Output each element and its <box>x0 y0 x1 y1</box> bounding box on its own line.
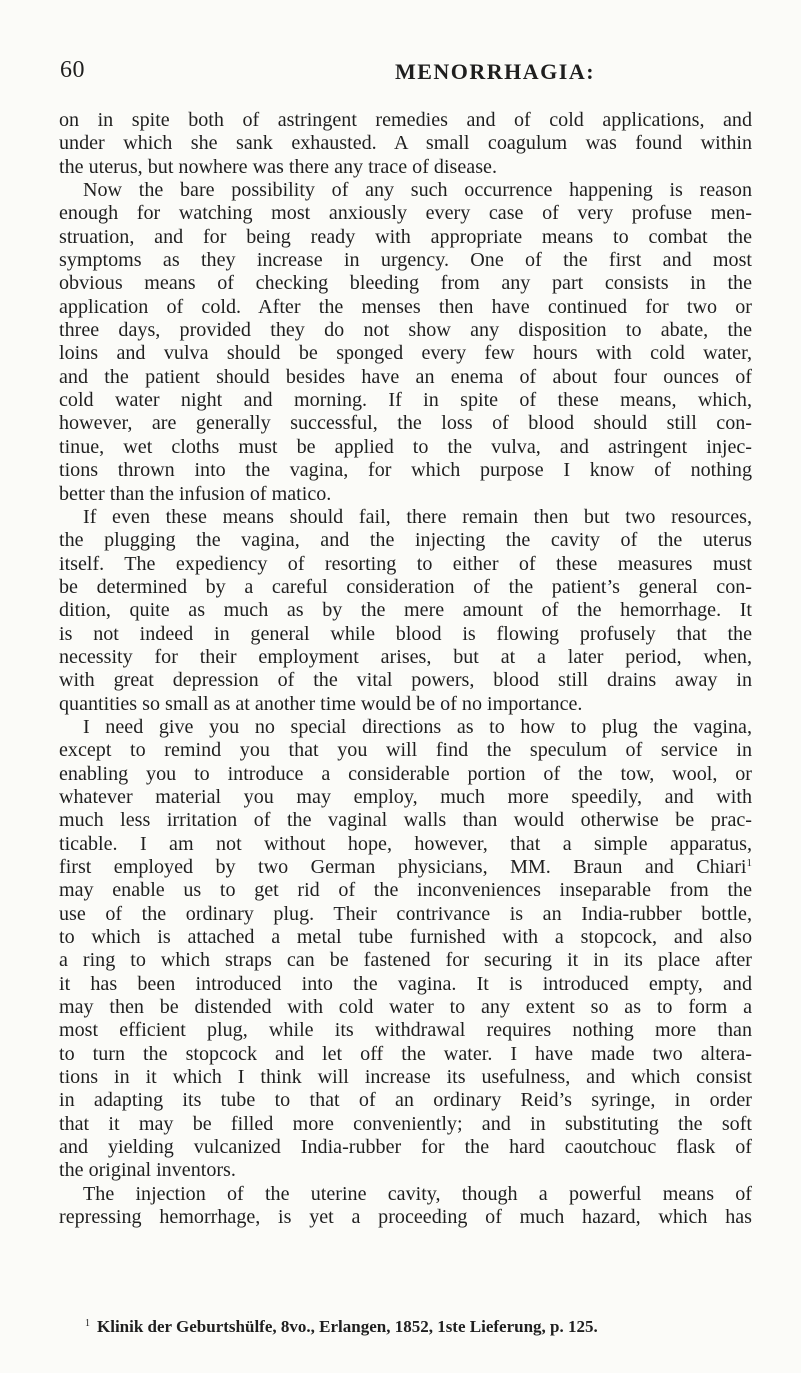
text-line: to turn the stopcock and let off the water. I have made two altera- <box>59 1042 752 1065</box>
text-line: three days, provided they do not show any disposition to abate, the <box>59 319 752 342</box>
text-line: under which she sank exhausted. A small coagulum was found within <box>59 132 752 155</box>
text-line: itself. The expediency of resorting to either of these measures must <box>59 552 752 575</box>
footnote-mark: 1 <box>85 1318 90 1329</box>
text-line: be determined by a careful consideration of the patient’s general con- <box>59 575 752 598</box>
text-line: use of the ordinary plug. Their contrivance is an India-rubber bottle, <box>59 902 752 925</box>
page-header <box>60 57 750 87</box>
text-line: obvious means of checking bleeding from any part consists in the <box>59 272 752 295</box>
text-line: however, are generally successful, the loss of blood should still con- <box>59 412 752 435</box>
text-line: application of cold. After the menses then have continued for two or <box>59 295 752 318</box>
text-line: whatever material you may employ, much more speedily, and with <box>59 785 752 808</box>
text-line: struation, and for being ready with appropriate means to combat the <box>59 225 752 248</box>
text-line: except to remind you that you will find the speculum of service in <box>59 739 752 762</box>
text-line: enough for watching most anxiously every case of very profuse men- <box>59 202 752 225</box>
text-line: tions thrown into the vagina, for which purpose I know of nothing <box>59 459 752 482</box>
text-line: If even these means should fail, there remain then but two resources, <box>83 505 752 528</box>
text-line-with-footnote <box>59 856 752 879</box>
text-line: much less irritation of the vaginal walls than would otherwise be prac- <box>59 809 752 832</box>
text-line: may then be distended with cold water to any extent so as to form a <box>59 996 752 1019</box>
text-line: loins and vulva should be sponged every few hours with cold water, <box>59 342 752 365</box>
text-line: better than the infusion of matico. <box>59 482 332 505</box>
text-line: most efficient plug, while its withdrawal requires nothing more than <box>59 1019 752 1042</box>
text-fragment: first employed by two German physicians, MM. Braun and Chiari <box>59 856 747 878</box>
text-line: quantities so small as at another time would be of no importance. <box>59 692 583 715</box>
text-line: may enable us to get rid of the inconveniences inseparable from the <box>59 879 752 902</box>
text-line: on in spite both of astringent remedies and of cold applications, and <box>59 109 752 131</box>
page-number: 60 <box>60 57 85 83</box>
text-line: to which is attached a metal tube furnished with a stopcock, and also <box>59 926 752 949</box>
text-line: and yielding vulcanized India-rubber for the hard caoutchouc flask of <box>59 1136 752 1159</box>
footnote-text: Klinik der Geburtshülfe, 8vo., Erlangen, 1852, 1ste Lieferung, p. 125. <box>97 1317 598 1336</box>
text-line: symptoms as they increase in urgency. One of the first and most <box>59 249 752 272</box>
text-line: dition, quite as much as by the mere amount of the hemorrhage. It <box>59 599 752 622</box>
text-line: and the patient should besides have an enema of about four ounces of <box>59 365 752 388</box>
text-line: cold water night and morning. If in spite of these means, which, <box>59 389 752 412</box>
text-line: a ring to which straps can be fastened for securing it in its place after <box>59 949 752 972</box>
text-line: the uterus, but nowhere was there any trace of disease. <box>59 155 497 178</box>
text-line: the plugging the vagina, and the injecting the cavity of the uterus <box>59 529 752 552</box>
text-line: ticable. I am not without hope, however, that a simple apparatus, <box>59 832 752 855</box>
text-line: in adapting its tube to that of an ordinary Reid’s syringe, in order <box>59 1089 752 1112</box>
text-line: I need give you no special directions as to how to plug the vagina, <box>83 715 752 738</box>
text-line: repressing hemorrhage, is yet a proceeding of much hazard, which has <box>59 1206 752 1229</box>
text-line: tions in it which I think will increase its usefulness, and which consist <box>59 1066 752 1089</box>
text-line: Now the bare possibility of any such occurrence happening is reason <box>83 179 752 202</box>
text-line: that it may be filled more conveniently; and in substituting the soft <box>59 1112 752 1135</box>
footnote <box>85 1317 752 1337</box>
text-line: is not indeed in general while blood is flowing profusely that the <box>59 622 752 645</box>
footnote-reference: 1 <box>746 857 752 869</box>
text-line: it has been introduced into the vagina. It is introduced empty, and <box>59 972 752 995</box>
text-line: the original inventors. <box>59 1159 236 1182</box>
text-line: The injection of the uterine cavity, though a powerful means of <box>83 1182 752 1205</box>
text-line: enabling you to introduce a considerable portion of the tow, wool, or <box>59 762 752 785</box>
text-line: necessity for their employment arises, but at a later period, when, <box>59 645 752 668</box>
text-line: with great depression of the vital powers, blood still drains away in <box>59 669 752 692</box>
running-head: MENORRHAGIA: <box>394 59 596 84</box>
text-line: tinue, wet cloths must be applied to the vulva, and astringent injec- <box>59 435 752 458</box>
body-text <box>59 109 752 1230</box>
